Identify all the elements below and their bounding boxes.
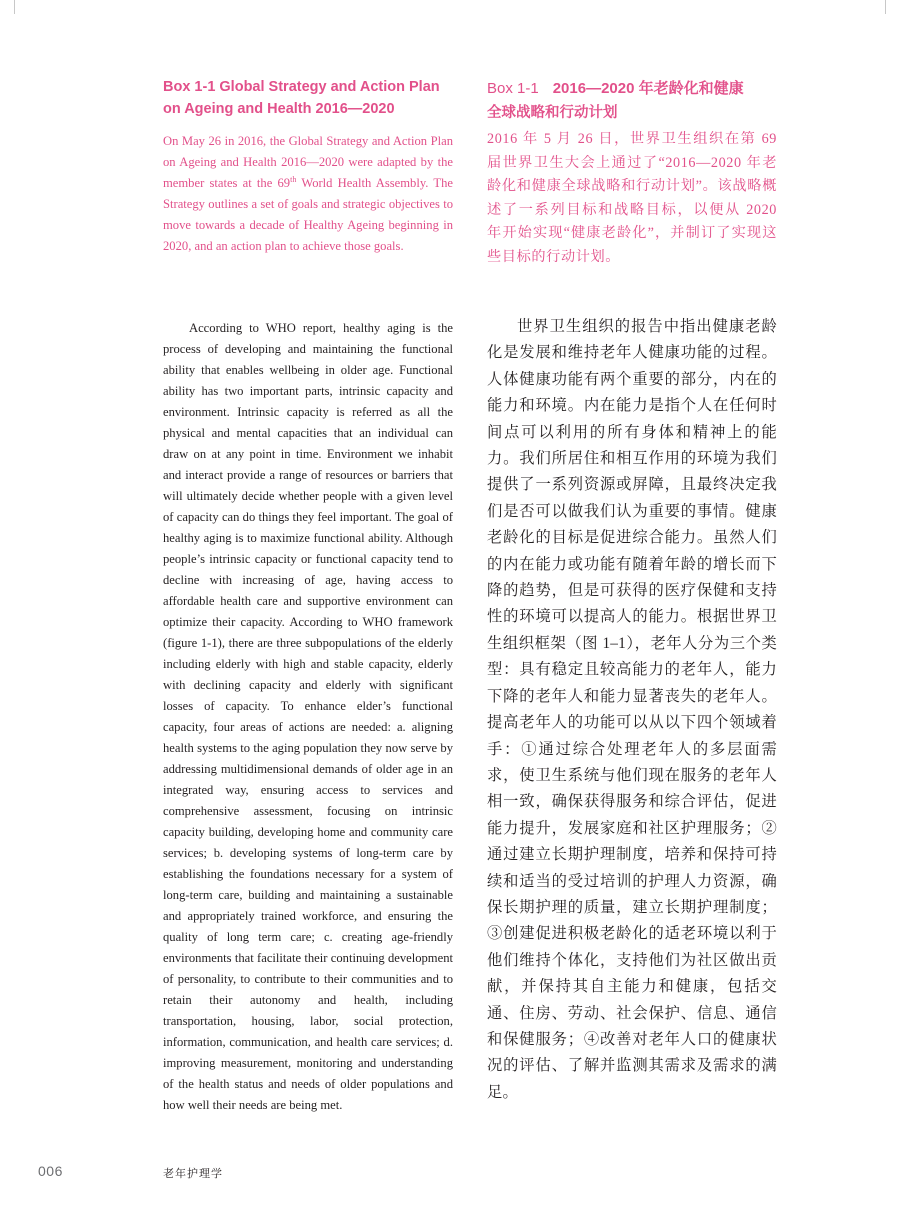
main-text-chinese: 世界卫生组织的报告中指出健康老龄化是发展和维持老年人健康功能的过程。人体健康功能有两个重要的部分，内在的能力和环境。内在能力是指个人在任何时间点可以利用的所有身体和精神上的能力。我们所居住和相互作用的环境为我们提供了一系列资源或屏障，且最终决定我们是否可以做我们认为重要的事情。健康老龄化的目标是促进综合能力。虽然人们的内在能力或功能有随着年龄的增长而下降的趋势，但是可获得的医疗保健和支持性的环境可以提高人的能力。根据世界卫生组织框架（图 1–1），老年人分为三个类型：具有稳定且较高能力的老年人，能力下降的老年人和能力显著丧失的老年人。提高老年人的功能可以从以下四个领域着手：①通过综合处理老年人的多层面需求，使卫生系统与他们现在服务的老年人相一致，确保获得服务和综合评估，促进能力提升，发展家庭和社区护理服务；②通过建立长期护理制度，培养和保持可持续和适当的受过培训的护理人力资源，确保长期护理的质量，建立长期护理制度；③创建促进积极老龄化的适老环境以利于他们维持个体化，支持他们为社区做出贡献，并保持其自主能力和健康，包括交通、住房、劳动、社会保护、信息、通信和保健服务；④改善对老年人口的健康状况的评估、了解并监测其需求及需求的满足。	[487, 318, 777, 1101]
box-number: Box 1-1	[487, 80, 539, 97]
box-title-english: Box 1-1 Global Strategy and Action Plan on Ageing and Health 2016—2020	[163, 79, 440, 117]
box-body-english-superscript: th	[290, 174, 297, 184]
box-title-chinese	[487, 76, 777, 126]
box-title-chinese-line1: 2016—2020 年老龄化和健康	[552, 80, 744, 97]
crop-mark-right	[885, 0, 900, 14]
crop-mark-left	[0, 0, 15, 14]
box-title-chinese-line2: 全球战略和行动计划	[487, 105, 618, 121]
box-body-english-part1: On May 26 in 2016, the Global Strategy and Action Plan on Ageing and Health 2016—2020 were adapted by the member states at the 69	[163, 134, 453, 190]
box-body-english-part2: World Health Assembly. The Strategy outlines a set of goals and strategic objectives to move towards a decade of Healthy Ageing beginning in 2020, and an action plan to achieve those goals.	[163, 176, 453, 253]
box-body-english	[163, 131, 453, 257]
box-body-chinese: 2016 年 5 月 26 日，世界卫生组织在第 69 届世界卫生大会上通过了“2016—2020 年老龄化和健康全球战略和行动计划”。该战略概述了一系列目标和战略目标，以便从 2020 年开始实现“健康老龄化”，并制订了实现这些目标的行动计划。	[487, 131, 777, 265]
main-text-english: According to WHO report, healthy aging is the process of developing and maintaining the functional ability that enables wellbeing in older age. Functional ability has two important parts, intrinsic capacity and environment. Intrinsic capacity is referred as all the physical and mental capacities that an individual can draw on at any point in time. Environment we inhabit and interact provide a range of resources or barriers that will ultimately decide whether people with a given level of capacity can do things they feel important. The goal of healthy aging is to maximize functional ability. Although people’s intrinsic capacity or functional capacity tend to decline with increasing of age, having access to affordable health care and supportive environment can optimize their capacity. According to WHO framework (figure 1-1), there are three subpopulations of the elderly including elderly with high and stable capacity, elderly with declining capacity and elderly with significant losses of capacity. To enhance elder’s functional capacity, four areas of actions are needed: a. aligning health systems to the aging population they now serve by addressing multidimensional demands of older age in an integrated way, ensuring access to services and comprehensive assessment, focusing on intrinsic capacity building, developing home and community care services; b. developing systems of long-term care by establishing the foundations necessary for a system of long-term care, building and maintaining a sustainable and appropriately trained workforce, and ensuring the quality of long term care; c. creating age-friendly environments that facilitate their continuing development of personality, to contribute to their communities and to retain their autonomy and health, including transportation, housing, labor, social protection, information, communication, and health care services; d. improving measurement, monitoring and understanding of the health status and needs of older populations and how well their needs are being met.	[163, 321, 453, 1112]
page-number: 006	[38, 1163, 63, 1179]
book-title: 老年护理学	[163, 1168, 223, 1180]
